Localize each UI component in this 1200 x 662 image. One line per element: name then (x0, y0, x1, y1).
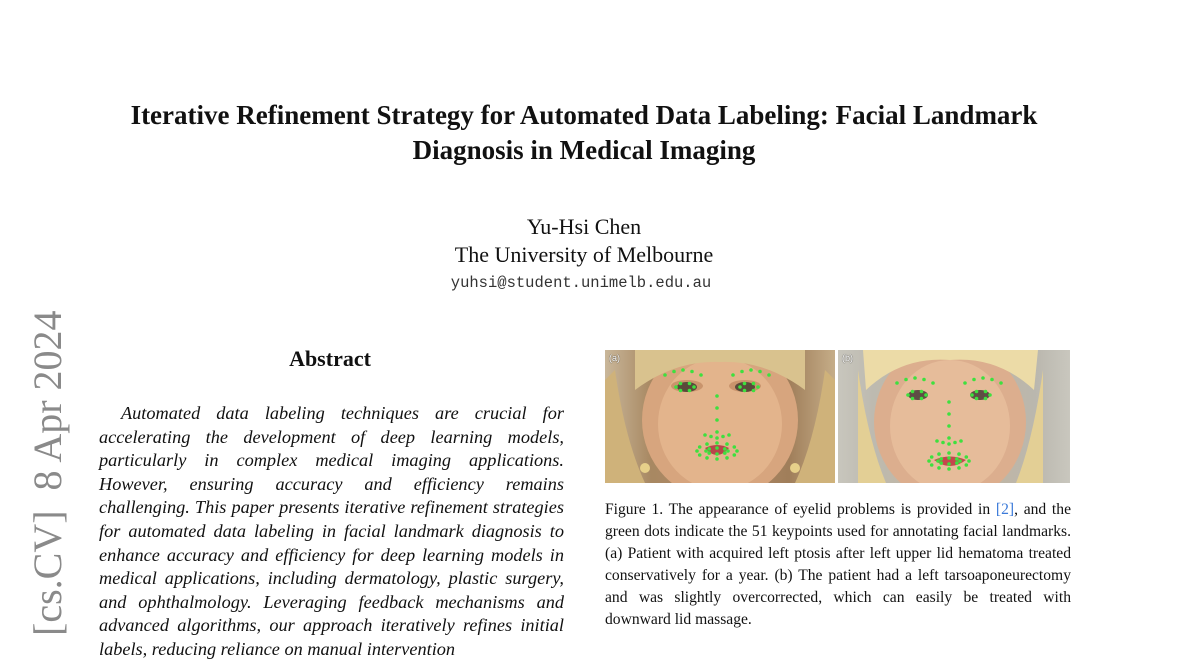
keypoint (955, 457, 959, 461)
keypoint (947, 436, 951, 440)
keypoint (924, 393, 928, 397)
keypoint (931, 381, 935, 385)
keypoint (936, 459, 940, 463)
panel-b-label: (b) (842, 353, 853, 363)
keypoint (920, 390, 924, 394)
keypoint (715, 457, 719, 461)
keypoint (988, 393, 992, 397)
keypoint (939, 461, 943, 465)
keypoint (705, 442, 709, 446)
keypoint (930, 455, 934, 459)
keypoint (970, 393, 974, 397)
keypoint (698, 445, 702, 449)
arxiv-stamp: [cs.CV] 8 Apr 2024 (25, 310, 70, 636)
keypoint (767, 373, 771, 377)
keypoint (715, 441, 719, 445)
keypoint (688, 382, 692, 386)
keypoint (947, 456, 951, 460)
keypoint (911, 397, 915, 401)
figure-1 (605, 350, 1070, 483)
keypoint (681, 368, 685, 372)
keypoint (672, 370, 676, 374)
keypoint (715, 430, 719, 434)
figure-panel-b (838, 350, 1070, 483)
keypoint (937, 452, 941, 456)
keypoint (947, 451, 951, 455)
caption-text-end: , and the green dots indicate the 51 keypoints used for annotating facial landmarks. (a) Patient with acquired left ptosis after left upper lid hematoma treated conservatively for a year. (b) The patient had a left tarsoaponeurectomy and was slightly overcorrected, which can easily be treated with downward lid massage. (605, 501, 1071, 628)
keypoint (958, 459, 962, 463)
keypoint (692, 385, 696, 389)
keypoint (752, 389, 756, 393)
keypoint (705, 456, 709, 460)
keypoint (674, 385, 678, 389)
keypoint (679, 382, 683, 386)
keypoint (935, 439, 939, 443)
keypoint (972, 378, 976, 382)
keypoint (738, 385, 742, 389)
author-email: yuhsi@student.unimelb.edu.au (450, 274, 712, 292)
keypoint (704, 449, 708, 453)
keypoint (913, 376, 917, 380)
keypoint (965, 455, 969, 459)
keypoint (965, 463, 969, 467)
keypoint (953, 441, 957, 445)
keypoint (939, 457, 943, 461)
keypoint (699, 373, 703, 377)
keypoint (947, 467, 951, 471)
title-line-1: Iterative Refinement Strategy for Automated Data Labeling: Facial Landmark (130, 100, 1038, 130)
keypoint (911, 390, 915, 394)
keypoint (959, 439, 963, 443)
keypoint (947, 424, 951, 428)
keypoint (947, 462, 951, 466)
keypoint (947, 412, 951, 416)
keypoint (703, 433, 707, 437)
keypoint (955, 461, 959, 465)
keypoint (981, 376, 985, 380)
keypoint (743, 382, 747, 386)
keypoint (715, 452, 719, 456)
keypoint (679, 389, 683, 393)
keypoint (927, 459, 931, 463)
keypoint (920, 397, 924, 401)
patient-face-b-image (838, 350, 1070, 483)
keypoint (984, 397, 988, 401)
keypoint (922, 378, 926, 382)
keypoint (663, 373, 667, 377)
keypoint (698, 453, 702, 457)
keypoint (743, 389, 747, 393)
keypoint (749, 368, 753, 372)
keypoint (707, 451, 711, 455)
keypoint (715, 394, 719, 398)
caption-text-start: Figure 1. The appearance of eyelid problems is provided in (605, 501, 996, 518)
author-name: Yu-Hsi Chen (526, 214, 642, 239)
keypoint (707, 447, 711, 451)
keypoint (957, 452, 961, 456)
keypoint (690, 370, 694, 374)
keypoint (715, 406, 719, 410)
keypoint (733, 453, 737, 457)
keypoint (721, 435, 725, 439)
keypoint (731, 373, 735, 377)
keypoint (967, 459, 971, 463)
keypoint (904, 378, 908, 382)
keypoint (733, 445, 737, 449)
figure-panel-a (605, 350, 835, 483)
keypoint (735, 449, 739, 453)
author-affiliation: The University of Melbourne (454, 242, 714, 267)
keypoint (727, 433, 731, 437)
panel-a-label: (a) (609, 353, 620, 363)
keypoint (756, 385, 760, 389)
keypoint (715, 418, 719, 422)
keypoint (963, 381, 967, 385)
keypoint (725, 456, 729, 460)
keypoint (906, 393, 910, 397)
keypoint (975, 390, 979, 394)
keypoint (895, 381, 899, 385)
title-line-2: Diagnosis in Medical Imaging (412, 135, 756, 165)
keypoint (688, 389, 692, 393)
keypoint (930, 463, 934, 467)
patient-face-a-image (605, 350, 835, 483)
paper-title (60, 98, 1108, 168)
keypoint (695, 449, 699, 453)
keypoint (999, 381, 1003, 385)
keypoint (726, 449, 730, 453)
keypoint (941, 441, 945, 445)
keypoint (709, 435, 713, 439)
keypoint (984, 390, 988, 394)
keypoint (937, 466, 941, 470)
keypoint (723, 451, 727, 455)
keypoint (758, 370, 762, 374)
keypoint (947, 442, 951, 446)
keypoint (975, 397, 979, 401)
keypoint (715, 446, 719, 450)
citation-link[interactable]: [2] (995, 501, 1015, 518)
keypoint (990, 378, 994, 382)
keypoint (740, 370, 744, 374)
abstract-text: Automated data labeling techniques are crucial for accelerating the development of deep learning models, particularly in complex medical imaging applications. However, ensuring accuracy and efficiency remains challenging. This paper presents iterative refinement strategies for automated data labeling in facial landmark diagnosis to enhance accuracy and efficiency for deep learning models in medical applications, including dermatology, plastic surgery, and ophthalmology. Leveraging feedback mechanisms and advanced algorithms, our approach iteratively refines initial labels, reducing reliance on manual intervention (99, 403, 564, 659)
keypoint (723, 447, 727, 451)
keypoint (947, 400, 951, 404)
keypoint (715, 436, 719, 440)
abstract-heading: Abstract (289, 346, 371, 371)
figure-caption (605, 499, 1071, 631)
keypoint (752, 382, 756, 386)
keypoint (725, 442, 729, 446)
keypoint (957, 466, 961, 470)
